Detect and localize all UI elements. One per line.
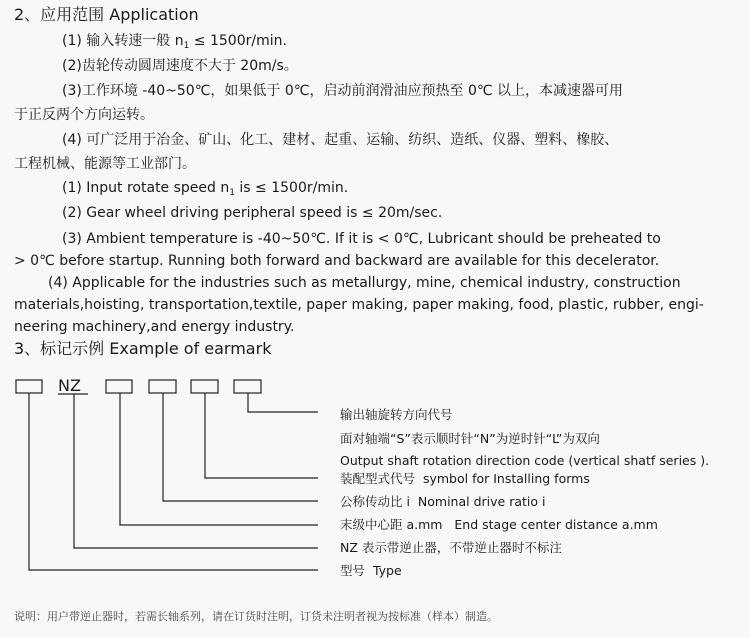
direction-box [234,380,261,393]
en-item-3-cont: > 0℃ before startup. Running both forward and backward are available for this decelerator. [14,253,660,269]
ratio-box [149,380,176,393]
cn-item-2: (2)齿轮传动圆周速度不大于 20m/s。 [62,58,298,74]
install-label: 装配型式代号 symbol for Installing forms [340,471,590,486]
en-item-4: (4) Applicable for the industries such as metallurgy, mine, chemical industry, construction [48,275,681,291]
direction-label-cn: 输出轴旋转方向代号 [340,407,453,422]
type-label: 型号 Type [340,563,402,578]
cn-item-4-cont: 工程机械、能源等工业部门。 [14,156,196,172]
install-form-box [191,380,218,393]
en-item-2: (2) Gear wheel driving peripheral speed is ≤ 20m/sec. [62,205,443,221]
en-item-3: (3) Ambient temperature is -40~50℃. If it is < 0℃, Lubricant should be preheated to [62,231,661,247]
cn-item-3-cont: 于正反两个方向运转。 [14,107,154,123]
type-box [16,380,42,393]
section-2-heading: 2、应用范围 Application [14,5,199,24]
ratio-leader [163,393,318,501]
nz-code: NZ [58,376,81,395]
nz-desc-label: NZ 表示带逆止器，不带逆止器时不标注 [340,540,562,555]
ratio-label: 公称传动比 i Nominal drive ratio i [340,494,546,509]
direction-leader [248,393,318,412]
en-item-4-cont1: materials,hoisting, transportation,textile, paper making, paper making, food, plastic, rubber, engi- [14,297,704,313]
install-leader [205,393,318,478]
type-leader [29,393,318,570]
direction-note: 面对轴端“S”表示顺时针“N”为逆时针“L”为双向 [340,431,600,446]
cn-item-4: (4) 可广泛用于冶金、矿山、化工、建材、起重、运输、纺织、造纸、仪器、塑料、橡胶、 [62,132,619,148]
en-item-1: (1) Input rotate speed $n_1$ is ≤ 1500r/min. [62,180,349,198]
en-item-4-cont2: neering machinery,and energy industry. [14,319,295,335]
direction-label-en: Output shaft rotation direction code (vertical shatf series ). [340,453,710,468]
cn-item-1: (1) 输入转速一般 $n_1 \le 1500r/\min$. [62,33,287,51]
section-3-heading: 3、标记示例 Example of earmark [14,339,272,358]
cn-item-3: (3)工作环境 -40~50℃，如果低于 0℃，启动前润滑油应预热至 0℃ 以上，本减速器可用 [62,83,624,99]
center-distance-box [106,380,132,393]
center-leader [120,393,318,525]
footnote: 说明：用户带逆止器时，若需长轴系列，请在订货时注明，订货未注明者视为按标准（样本）制造。 [14,610,498,623]
center-label: 末级中心距 a.mm End stage center distance a.mm [340,517,658,532]
